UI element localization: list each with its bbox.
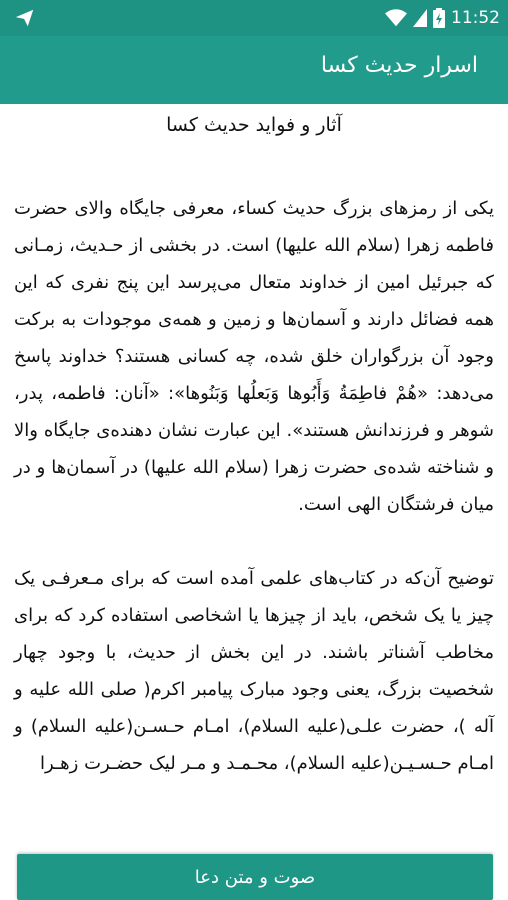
section-heading: آثار و فواید حدیث کسا [166,114,342,136]
status-time: 11:52 [451,8,500,28]
app-bar [0,36,508,104]
audio-and-text-label: صوت و متن دعا [194,866,316,888]
cell-signal-icon [413,9,427,27]
battery-charging-icon [433,8,445,28]
status-bar [0,0,508,36]
send-icon [14,7,36,29]
paragraph-2: توضیح آن‌که در کتاب‌های علمی آمده است که برای مـعرفـی یک چیز یا یک شخص، باید از چیزها یا اشخاصی استفاده کرد که برای مخاطب آشناتر باشند. در این بخش از حدیث، با وجود چهار شخصیت بزرگ، یعنی وجود مبارک پیامبر اکرم( صلی الله علیه و آله )، حضرت علـی(علیه السلام)، امـام حـسـن(علیه السلام) و امـام حـسـیـن(علیه السلام)، محـمـد و مـر لیک حضـرت زهـرا [14,568,494,774]
wifi-icon [385,8,407,28]
paragraph-1: یکی از رمزهای بزرگ حدیث کساء، معرفی جایگاه والای حضرت فاطمه زهرا (سلام الله علیها) است. در بخشی از حـدیث، زمـانی که جبرئیل امین از خداوند متعال می‌پرسد این پنج نفری که این همه فضائل دارند و آسمان‌ها و زمین و همه‌ی موجودات به برکت وجود آن بزرگواران خلق شده، چه کسانی هستند؟ خداوند پاسخ می‌دهد: «هُمْ فاطِمَةُ وَأَبُوها وَبَعلُها وَبَنُوها»: «آنان: فاطمه، پدر، شوهر و فرزندانش هستند». این عبارت نشان دهنده‌ی جایگاه والا و شناخته شده‌ی حضرت زهرا (سلام الله علیها) در آسمان‌ها و در میان فرشتگان الهی است. [14,198,494,515]
page-title: اسرار حدیث کسا [320,53,478,78]
audio-and-text-button[interactable] [17,854,493,900]
article-content[interactable] [0,104,508,900]
